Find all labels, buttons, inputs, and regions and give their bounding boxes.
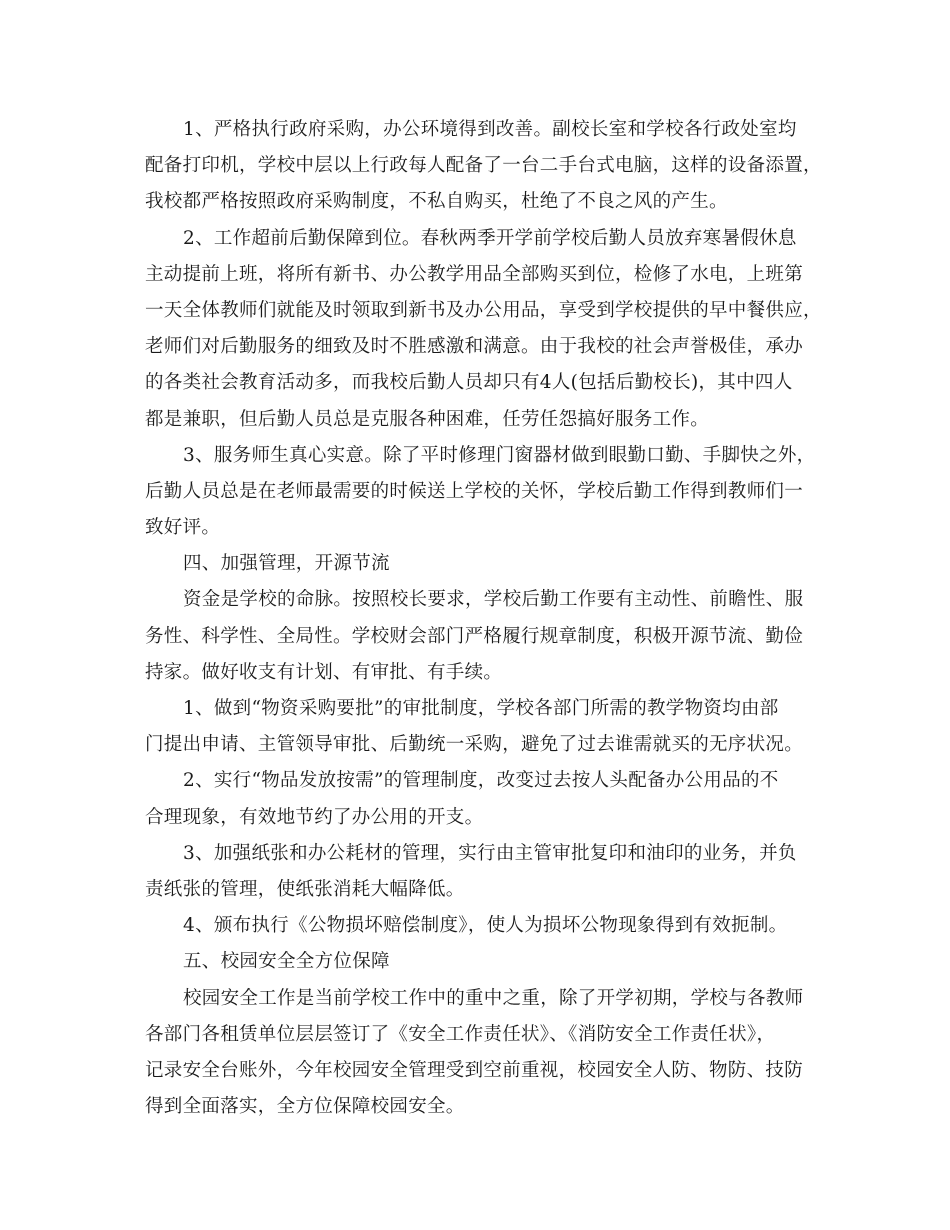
text-line: 的各类社会教育活动多，而我校后勤人员却只有4人(包括后勤校长)，其中四人 (145, 372, 793, 394)
text-line: 责纸张的管理，使纸张消耗大幅降低。 (145, 878, 465, 900)
text-line: 3、服务师生真心实意。除了平时修理门窗器材做到眼勤口勤、手脚快之外， (183, 444, 816, 466)
text-line: 合理现象，有效地节约了办公用的开支。 (145, 806, 484, 828)
text-line: 记录安全台账外，今年校园安全管理受到空前重视，校园安全人防、物防、技防 (145, 1059, 804, 1081)
text-line: 2、工作超前后勤保障到位。春秋两季开学前学校后勤人员放弃寒暑假休息 (183, 227, 797, 249)
text-line: 校园安全工作是当前学校工作中的重中之重，除了开学初期，学校与各教师 (183, 987, 804, 1009)
text-line: 五、校园安全全方位保障 (183, 951, 390, 973)
text-line: 后勤人员总是在老师最需要的时候送上学校的关怀，学校后勤工作得到教师们一 (145, 480, 804, 502)
text-line: 一天全体教师们就能及时领取到新书及办公用品，享受到学校提供的早中餐供应， (145, 299, 822, 321)
text-line: 各部门各租赁单位层层签订了《安全工作责任状》、《消防安全工作责任状》， (145, 1023, 776, 1045)
text-line: 配备打印机，学校中层以上行政每人配备了一台二手台式电脑，这样的设备添置， (145, 155, 822, 177)
text-line: 资金是学校的命脉。按照校长要求，学校后勤工作要有主动性、前瞻性、服 (183, 589, 804, 611)
document-body (145, 112, 822, 1125)
text-line: 务性、科学性、全局性。学校财会部门严格履行规章制度，积极开源节流、勤俭 (145, 625, 804, 647)
text-line: 2、实行“物品发放按需”的管理制度，改变过去按人头配备办公用品的不 (183, 770, 779, 792)
text-line: 4、颁布执行《公物损坏赔偿制度》，使人为损坏公物现象得到有效扼制。 (183, 915, 788, 937)
text-line: 1、做到“物资采购要批”的审批制度，学校各部门所需的教学物资均由部 (183, 698, 779, 719)
text-line: 持家。做好收支有计划、有审批、有手续。 (145, 661, 503, 683)
text-line: 都是兼职，但后勤人员总是克服各种困难，任劳任怨搞好服务工作。 (145, 408, 710, 430)
text-line: 门提出申请、主管领导审批、后勤统一采购，避免了过去谁需就买的无序状况。 (145, 734, 804, 756)
text-line: 老师们对后勤服务的细致及时不胜感激和满意。由于我校的社会声誉极佳，承办 (145, 336, 804, 358)
text-line: 致好评。 (145, 517, 221, 539)
text-line: 我校都严格按照政府采购制度，不私自购买，杜绝了不良之风的产生。 (145, 191, 728, 213)
text-line: 主动提前上班，将所有新书、办公教学用品全部购买到位，检修了水电，上班第 (145, 263, 804, 285)
text-line: 3、加强纸张和办公耗材的管理，实行由主管审批复印和油印的业务，并负 (183, 842, 797, 864)
text-line: 四、加强管理，开源节流 (183, 553, 390, 575)
text-line: 1、严格执行政府采购，办公环境得到改善。副校长室和学校各行政处室均 (183, 119, 797, 140)
text-line: 得到全面落实，全方位保障校园安全。 (145, 1096, 465, 1118)
